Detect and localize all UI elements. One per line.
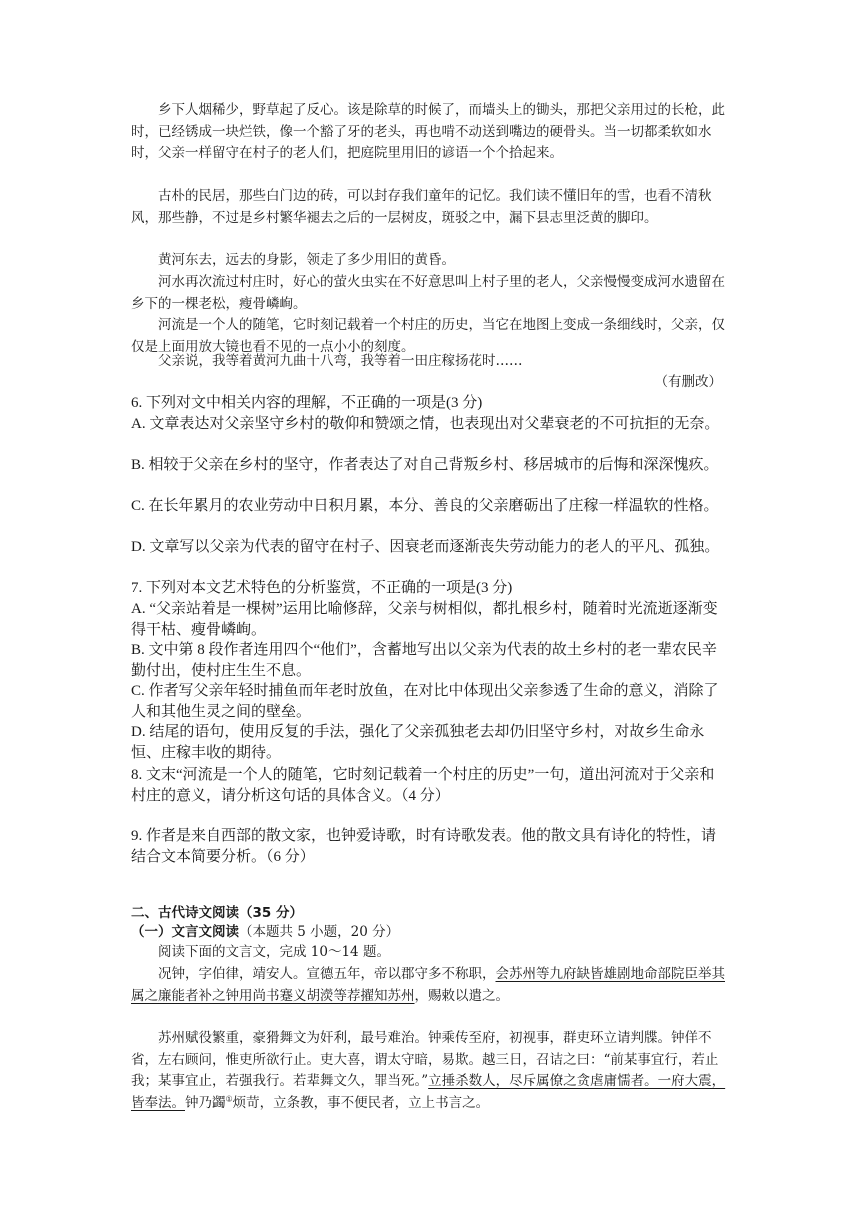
subsection-title (131, 922, 399, 942)
classical-p1-underlined: 会苏州等九府缺皆雄剧地命部院臣举其属之廉能者补之钟用尚书蹇义胡濙等荐擢知苏州 (131, 966, 725, 1004)
section-2-title: 二、古代诗文阅读（35 分） (131, 905, 303, 921)
edit-note: （有删改） (654, 374, 722, 390)
passage-paragraph-3: 黄河东去，远去的身影，领走了多少用旧的黄昏。 (158, 252, 455, 268)
passage-paragraph-5: 河流是一个人的随笔，它时刻记载着一个村庄的历史，当它在地图上变成一条细线时，父亲，仅仅是上面用放大镜也看不见的一点小小的刻度。 (131, 317, 725, 355)
question-6-option-a: A. 文章表达对父亲坚守乡村的敬仰和赞颂之情，也表现出对父辈衰老的不可抗拒的无奈。 (131, 416, 720, 432)
question-7-option-a: A. “父亲站着是一棵树”运用比喻修辞，父亲与树相似，都扎根乡村，随着时光流逝逐渐变得干枯、瘦骨嶙峋。 (131, 601, 718, 638)
subsection-title-detail: （本题共 5 小题，20 分） (239, 924, 400, 940)
question-7-option-d: D. 结尾的语句，使用反复的手法，强化了父亲孤独老去却仍旧坚守乡村，对故乡生命永恒、庄稼丰收的期待。 (131, 724, 705, 761)
passage-paragraph-6: 父亲说，我等着黄河九曲十八弯，我等着一田庄稼扬花时…… (158, 353, 523, 369)
passage-paragraph-1: 乡下人烟稀少，野草起了反心。该是除草的时候了，而墙头上的锄头，那把父亲用过的长枪，此时，已经锈成一块烂铁，像一个豁了牙的老头，再也啃不动送到嘴边的硬骨头。当一切都柔软如水时，父亲一样留守在村子的老人们，把庭院里用旧的谚语一个个拾起来。 (131, 102, 725, 161)
passage-paragraph-4: 河水再次流过村庄时，好心的萤火虫实在不好意思叫上村子里的老人，父亲慢慢变成河水遗留在乡下的一棵老松，瘦骨嶙峋。 (131, 274, 725, 312)
passage-paragraph-2: 古朴的民居，那些白门边的砖，可以封存我们童年的记忆。我们读不懂旧年的雪，也看不清秋风，那些静，不过是乡村繁华褪去之后的一层树皮，斑驳之中，漏下县志里泛黄的脚印。 (131, 188, 712, 226)
classical-p2-text-d: 烦苛，立条教，事不便民者，立上书言之。 (232, 1094, 490, 1111)
question-6-stem: 6. 下列对文中相关内容的理解，不正确的一项是(3 分) (131, 395, 483, 411)
question-6-option-b: B. 相较于父亲在乡村的坚守，作者表达了对自己背叛乡村、移居城市的后悔和深深愧疚。 (131, 457, 719, 473)
subsection-title-bold: （一）文言文阅读 (131, 924, 239, 940)
classical-p2-text-a: 苏州赋役繁重，豪猾舞文为奸利，最号难治。钟乘传至府，初视事，群吏环立请判牒。钟佯不省，左右顾问，惟吏所欲行止。吏大喜，谓太守暗，易欺。越三日，召诘之曰：“前某事宜行，若止我；某事宜止，若强我行。若辈舞文久，罪当死。” (131, 1030, 719, 1089)
footnote-marker: ① (225, 1094, 233, 1103)
classical-paragraph-1 (131, 964, 727, 1007)
question-7-option-b: B. 文中第 8 段作者连用四个“他们”，含蓄地写出以父亲为代表的故土乡村的老一辈农民辛勤付出，使村庄生生不息。 (131, 642, 717, 679)
classical-p2-text-c: 钟乃蠲 (185, 1094, 226, 1111)
classical-p1-text-a: 况钟，字伯律，靖安人。宣德五年，帝以郡守多不称职， (158, 966, 496, 982)
classical-instruction: 阅读下面的文言文，完成 10～14 题。 (158, 944, 390, 960)
question-7-option-c: C. 作者写父亲年轻时捕鱼而年老时放鱼，在对比中体现出父亲参透了生命的意义，消除了人和其他生灵之间的壁垒。 (131, 683, 719, 720)
question-6-option-d: D. 文章写以父亲为代表的留守在村子、因衰老而逐渐丧失劳动能力的老人的平凡、孤独。 (131, 539, 720, 555)
question-9: 9. 作者是来自西部的散文家，也钟爱诗歌，时有诗歌发表。他的散文具有诗化的特性，请结合文本简要分析。（6 分） (131, 828, 717, 865)
classical-paragraph-2 (131, 1028, 727, 1114)
question-7-stem: 7. 下列对本文艺术特色的分析鉴赏，不正确的一项是(3 分) (131, 580, 513, 596)
classical-p1-text-c: ，赐敕以遣之。 (414, 987, 509, 1004)
question-6-option-c: C. 在长年累月的农业劳动中日积月累，本分、善良的父亲磨砺出了庄稼一样温软的性格。 (131, 498, 719, 514)
classical-p2-underlined: 立捶杀数人，尽斥属僚之贪虐庸懦者。一府大震，皆奉法。 (131, 1073, 726, 1111)
question-8: 8. 文末“河流是一个人的随笔，它时刻记载着一个村庄的历史”一句，道出河流对于父亲和村庄的意义，请分析这句话的具体含义。（4 分） (131, 767, 715, 804)
